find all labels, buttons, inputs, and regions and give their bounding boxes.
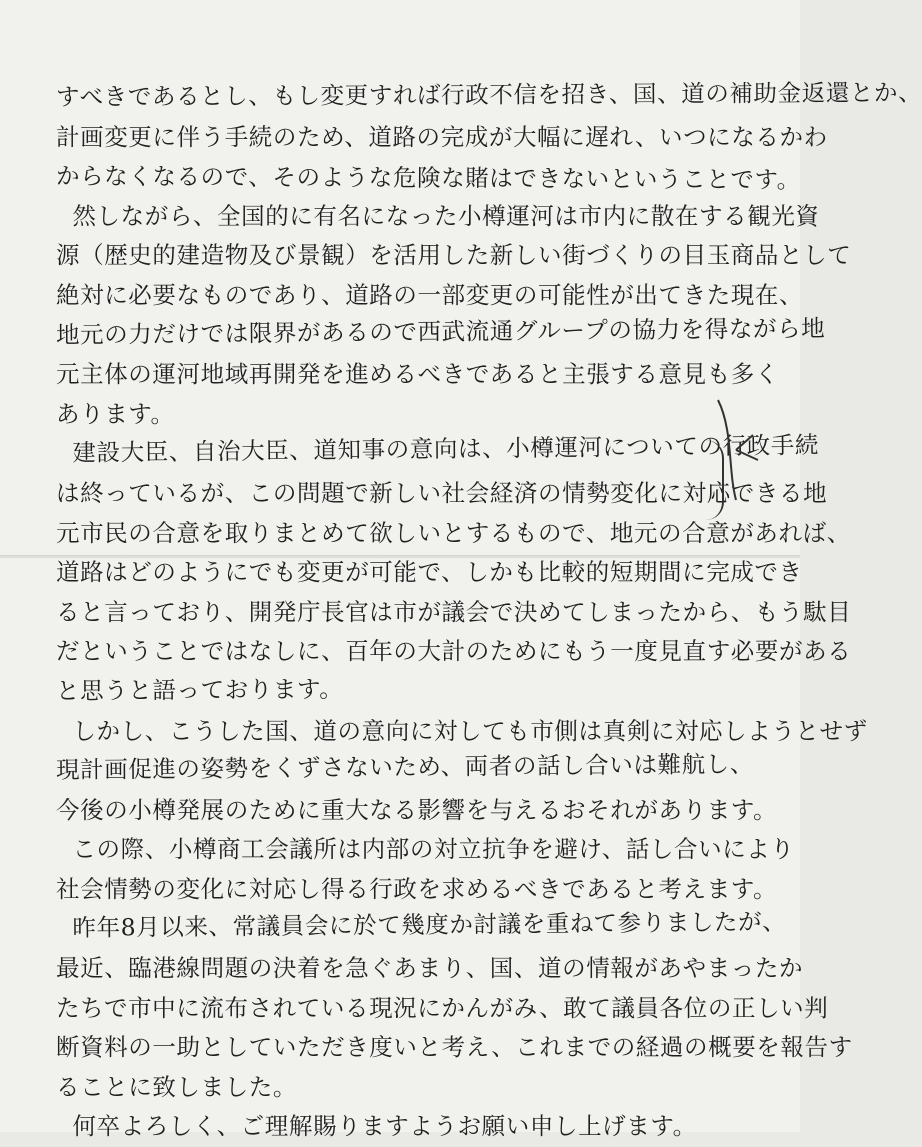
text-line: 元主体の運河地域再開発を進めるべきであると主張する意見も多く (56, 360, 779, 389)
text-line: あります。 (56, 399, 175, 428)
text-line: だということではなしに、百年の大計のためにもう一度見直す必要がある (56, 637, 852, 666)
text-line: 道路はどのようにでも変更が可能で、しかも比較的短期間に完成でき (56, 558, 803, 587)
text-line: この際、小樽商工会議所は内部の対立抗争を避け、話し合いにより (72, 835, 795, 864)
text-line: は終っているが、この問題で新しい社会経済の情勢変化に対応できる地 (56, 478, 828, 507)
text-line: 現計画促進の姿勢をくずさないため、両者の話し合いは難航し、 (55, 750, 755, 785)
text-line: 建設大臣、自治大臣、道知事の意向は、小樽運河についての行政手続 (72, 431, 820, 468)
text-line: 計画変更に伴う手続のため、道路の完成が大幅に遅れ、いつになるかわ (56, 122, 828, 151)
text-line: 何卒よろしく、ご理解賜りますようお願い申し上げます。 (72, 1112, 697, 1141)
text-line: 断資料の一助としていただき度いと考え、これまでの経過の概要を報告す (56, 1033, 853, 1062)
margin-annotation-squiggle (708, 390, 768, 510)
text-line: すべきであるとし、もし変更すれば行政不信を招き、国、道の補助金返還とか、 (55, 78, 922, 111)
text-line: たちで市中に流布されている現況にかんがみ、敢て議員各位の正しい判 (56, 993, 829, 1022)
handwritten-text-body (55, 78, 922, 1147)
text-line: 今後の小樽発展のために重大なる影響を与えるおそれがあります。 (56, 795, 778, 824)
text-line: 地元の力だけでは限界があるので西武流通グループの協力を得ながら地 (55, 313, 826, 349)
text-line: ることに致しました。 (56, 1072, 297, 1101)
text-line: 昨年8月以来、常議員会に於て幾度か討議を重ねて参りましたが、 (72, 908, 787, 943)
text-line: 社会情勢の変化に対応し得る行政を求めるべきであると考えます。 (56, 874, 778, 903)
text-line: 絶対に必要なものであり、道路の一部変更の可能性が出てきた現在、 (56, 280, 804, 309)
text-line: 源（歴史的建造物及び景観）を活用した新しい街づくりの目玉商品として (56, 241, 852, 270)
text-line: 元市民の合意を取りまとめて欲しいとするもので、地元の合意があれば、 (56, 518, 851, 547)
text-line: からなくなるので、そのような危険な賭はできないということです。 (55, 162, 801, 195)
text-line: 然しながら、全国的に有名になった小樽運河は市内に散在する観光資 (72, 201, 820, 230)
text-line: ると言っており、開発庁長官は市が議会で決めてしまったから、もう駄目 (56, 597, 852, 626)
text-line: と思うと語っております。 (55, 674, 344, 705)
text-line: 最近、臨港線問題の決着を急ぐあまり、国、道の情報があやまったか (56, 954, 804, 983)
text-line: しかし、こうした国、道の意向に対しても市側は真剣に対応しようとせず (72, 716, 868, 745)
